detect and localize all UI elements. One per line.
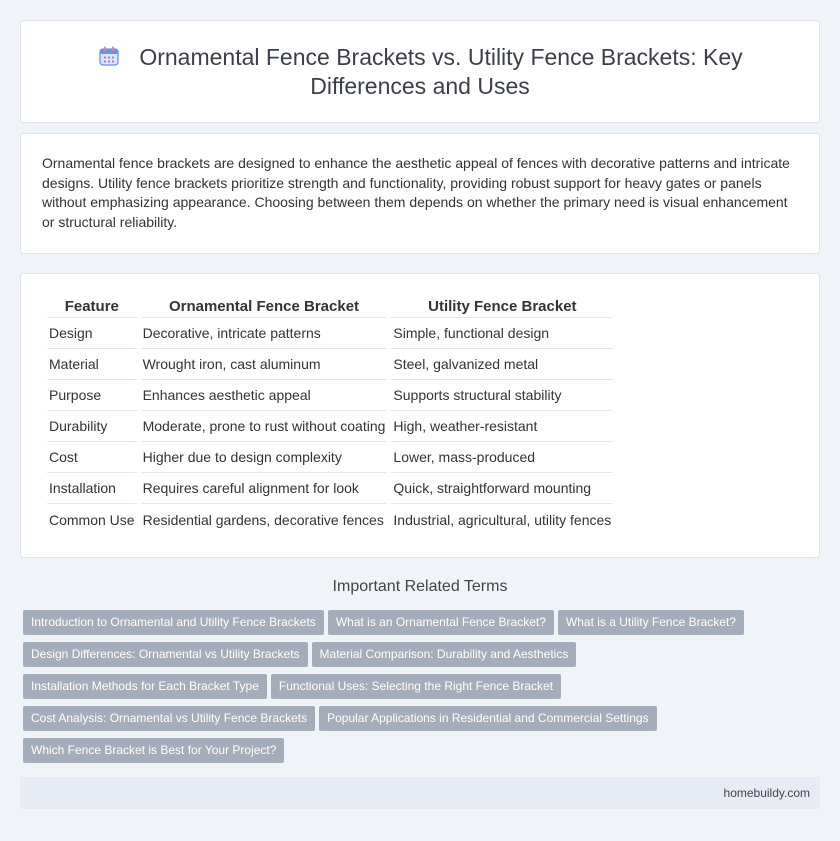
- tag-link[interactable]: Popular Applications in Residential and Commercial Settings: [319, 706, 657, 731]
- table-cell: Installation: [47, 473, 137, 504]
- table-cell: Higher due to design complexity: [141, 442, 388, 473]
- tag-link[interactable]: What is an Ornamental Fence Bracket?: [328, 610, 554, 635]
- table-cell: Cost: [47, 442, 137, 473]
- column-header: Feature: [47, 296, 137, 318]
- table-cell: Lower, mass-produced: [391, 442, 613, 473]
- table-row: [47, 504, 613, 535]
- table-cell: Requires careful alignment for look: [141, 473, 388, 504]
- column-header: Ornamental Fence Bracket: [141, 296, 388, 318]
- table-cell: Supports structural stability: [391, 380, 613, 411]
- footer-site-link[interactable]: homebuildy.com: [723, 786, 810, 800]
- title-wrap: [21, 43, 819, 101]
- table-header-row: [47, 296, 613, 318]
- tag-link[interactable]: Design Differences: Ornamental vs Utility Brackets: [23, 642, 308, 667]
- table-row: [47, 380, 613, 411]
- table-row: [47, 318, 613, 349]
- table-cell: Common Use: [49, 511, 135, 528]
- tag-link[interactable]: Functional Uses: Selecting the Right Fence Bracket: [271, 674, 561, 699]
- table-cell: Quick, straightforward mounting: [391, 473, 613, 504]
- table-row: [47, 442, 613, 473]
- table-row: [47, 473, 613, 504]
- column-header: Utility Fence Bracket: [391, 296, 613, 318]
- tag-row: [23, 738, 813, 770]
- comparison-table-card: [20, 273, 820, 558]
- table-cell: Decorative, intricate patterns: [141, 318, 388, 349]
- table-row: [47, 349, 613, 380]
- tag-link[interactable]: Which Fence Bracket is Best for Your Project?: [23, 738, 284, 763]
- tag-link[interactable]: Material Comparison: Durability and Aesthetics: [312, 642, 577, 667]
- tag-row: [23, 642, 813, 674]
- tag-link[interactable]: Cost Analysis: Ornamental vs Utility Fence Brackets: [23, 706, 315, 731]
- related-terms-heading: Important Related Terms: [332, 578, 508, 595]
- table-cell: Wrought iron, cast aluminum: [141, 349, 388, 380]
- tag-row: [23, 706, 813, 738]
- page-title: Ornamental Fence Brackets vs. Utility Fence Brackets: Key Differences and Uses: [139, 44, 743, 99]
- table-cell: Durability: [47, 411, 137, 442]
- intro-paragraph: Ornamental fence brackets are designed to enhance the aesthetic appeal of fences with decorative patterns and intricate designs. Utility fence brackets prioritize strength and functionality, providing robust support for heavy gates or panels without emphasizing appearance. Choosing between them depends on whether the primary need is visual enhancement or structural reliability.: [42, 155, 790, 230]
- table-cell: Material: [47, 349, 137, 380]
- table-cell: Residential gardens, decorative fences: [142, 511, 384, 528]
- tag-row: [23, 610, 813, 642]
- calendar-icon: [97, 44, 121, 68]
- table-row: [47, 411, 613, 442]
- tag-row: [23, 674, 813, 706]
- table-cell: Moderate, prone to rust without coating: [141, 411, 388, 442]
- table-cell: Steel, galvanized metal: [391, 349, 613, 380]
- table-cell: Design: [47, 318, 137, 349]
- tag-link[interactable]: Introduction to Ornamental and Utility Fence Brackets: [23, 610, 324, 635]
- table-cell: Industrial, agricultural, utility fences: [393, 511, 612, 528]
- table-cell: Simple, functional design: [391, 318, 613, 349]
- title-card: [20, 20, 820, 123]
- table-cell: High, weather-resistant: [391, 411, 613, 442]
- tag-link[interactable]: Installation Methods for Each Bracket Type: [23, 674, 267, 699]
- table-cell: Enhances aesthetic appeal: [141, 380, 388, 411]
- related-terms-tags: [23, 610, 813, 770]
- tag-link[interactable]: What is a Utility Fence Bracket?: [558, 610, 744, 635]
- intro-card: [20, 133, 820, 254]
- footer-bar: [20, 777, 820, 809]
- table-cell: Purpose: [47, 380, 137, 411]
- comparison-table: [43, 296, 617, 535]
